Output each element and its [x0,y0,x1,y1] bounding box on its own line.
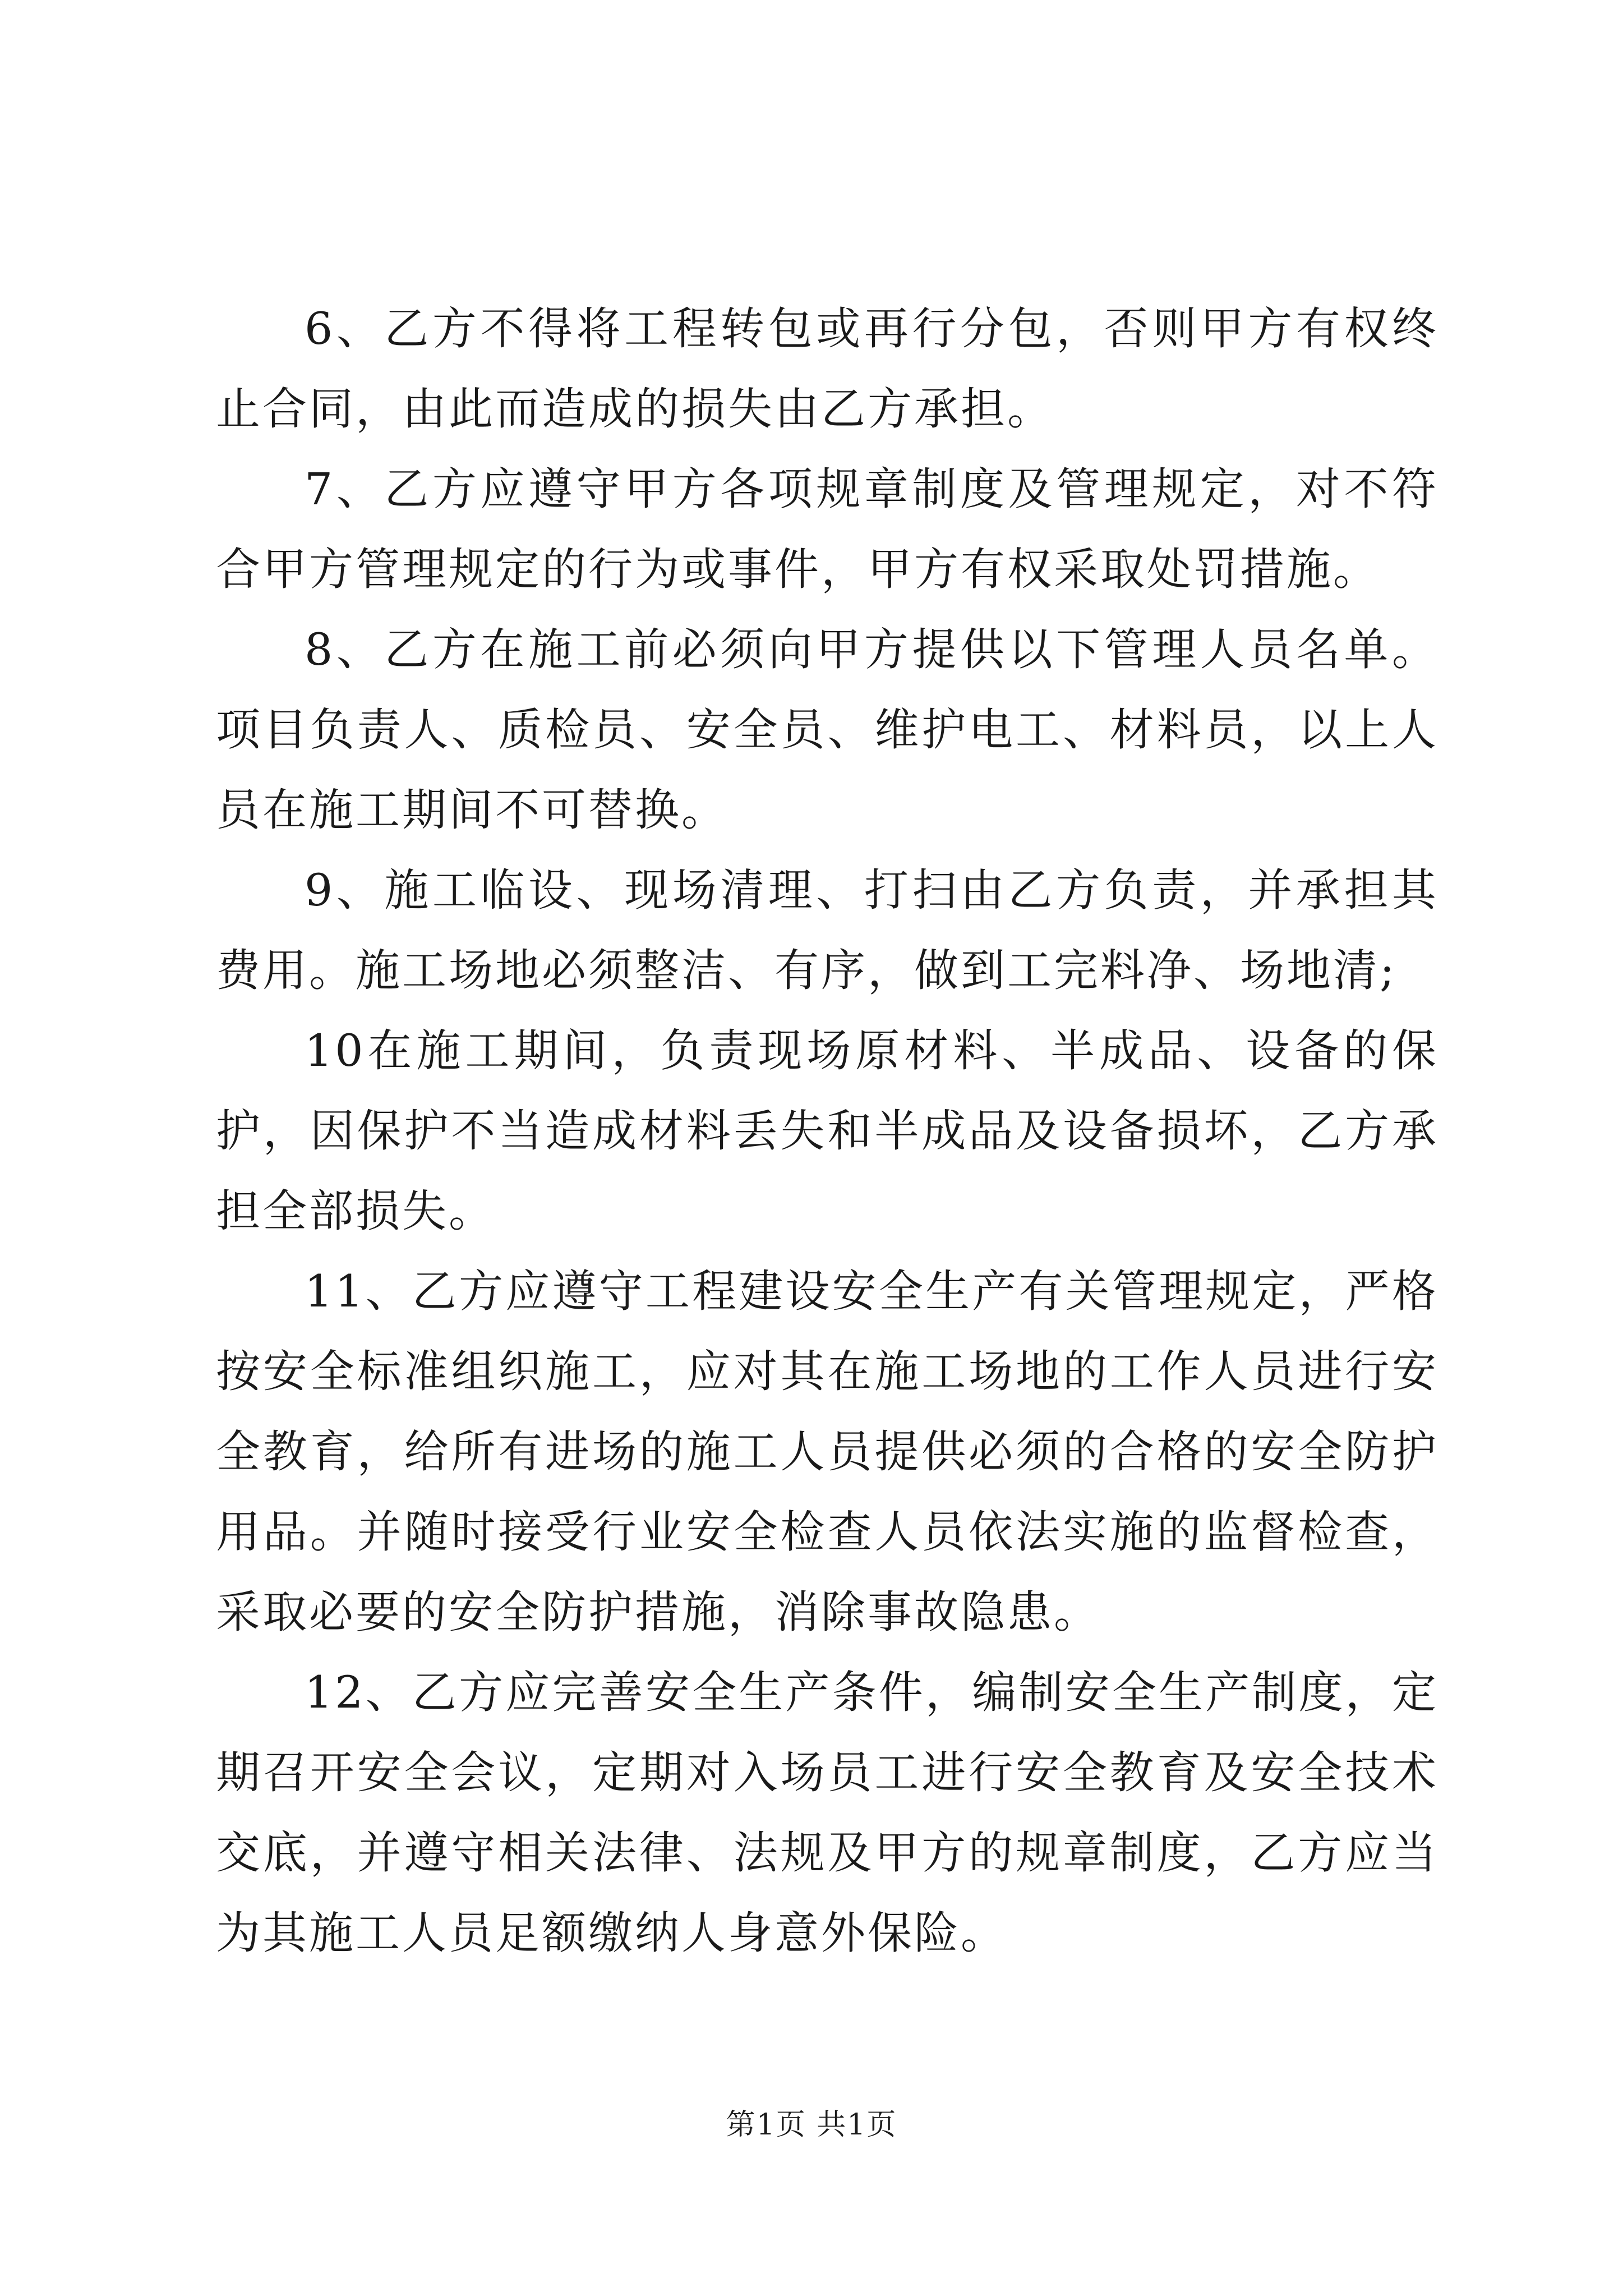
clause-8: 8、乙方在施工前必须向甲方提供以下管理人员名单。项目负责人、质检员、安全员、维护电工、材料员，以上人员在施工期间不可替换。 [216,624,1438,836]
page-footer: 第1页 共1页 [726,2108,897,2142]
clause-6: 6、乙方不得将工程转包或再行分包，否则甲方有权终止合同，由此而造成的损失由乙方承担。 [216,303,1438,435]
clause-10: 10在施工期间，负责现场原材料、半成品、设备的保护，因保护不当造成材料丢失和半成品及设备损坏，乙方承担全部损失。 [216,1025,1438,1237]
clause-12: 12、乙方应完善安全生产条件，编制安全生产制度，定期召开安全会议，定期对入场员工进行安全教育及安全技术交底，并遵守相关法律、法规及甲方的规章制度，乙方应当为其施工人员足额缴纳人身意外保险。 [216,1667,1438,1959]
clause-9: 9、施工临设、现场清理、打扫由乙方负责，并承担其费用。施工场地必须整洁、有序，做到工完料净、场地清; [216,864,1438,996]
clause-7: 7、乙方应遵守甲方各项规章制度及管理规定，对不符合甲方管理规定的行为或事件，甲方有权采取处罚措施。 [216,463,1438,595]
document-body [216,289,1438,1973]
clause-11: 11、乙方应遵守工程建设安全生产有关管理规定，严格按安全标准组织施工，应对其在施工场地的工作人员进行安全教育，给所有进场的施工人员提供必须的合格的安全防护用品。并随时接受行业安全检查人员依法实施的监督检查，采取必要的安全防护措施，消除事故隐患。 [216,1266,1438,1638]
